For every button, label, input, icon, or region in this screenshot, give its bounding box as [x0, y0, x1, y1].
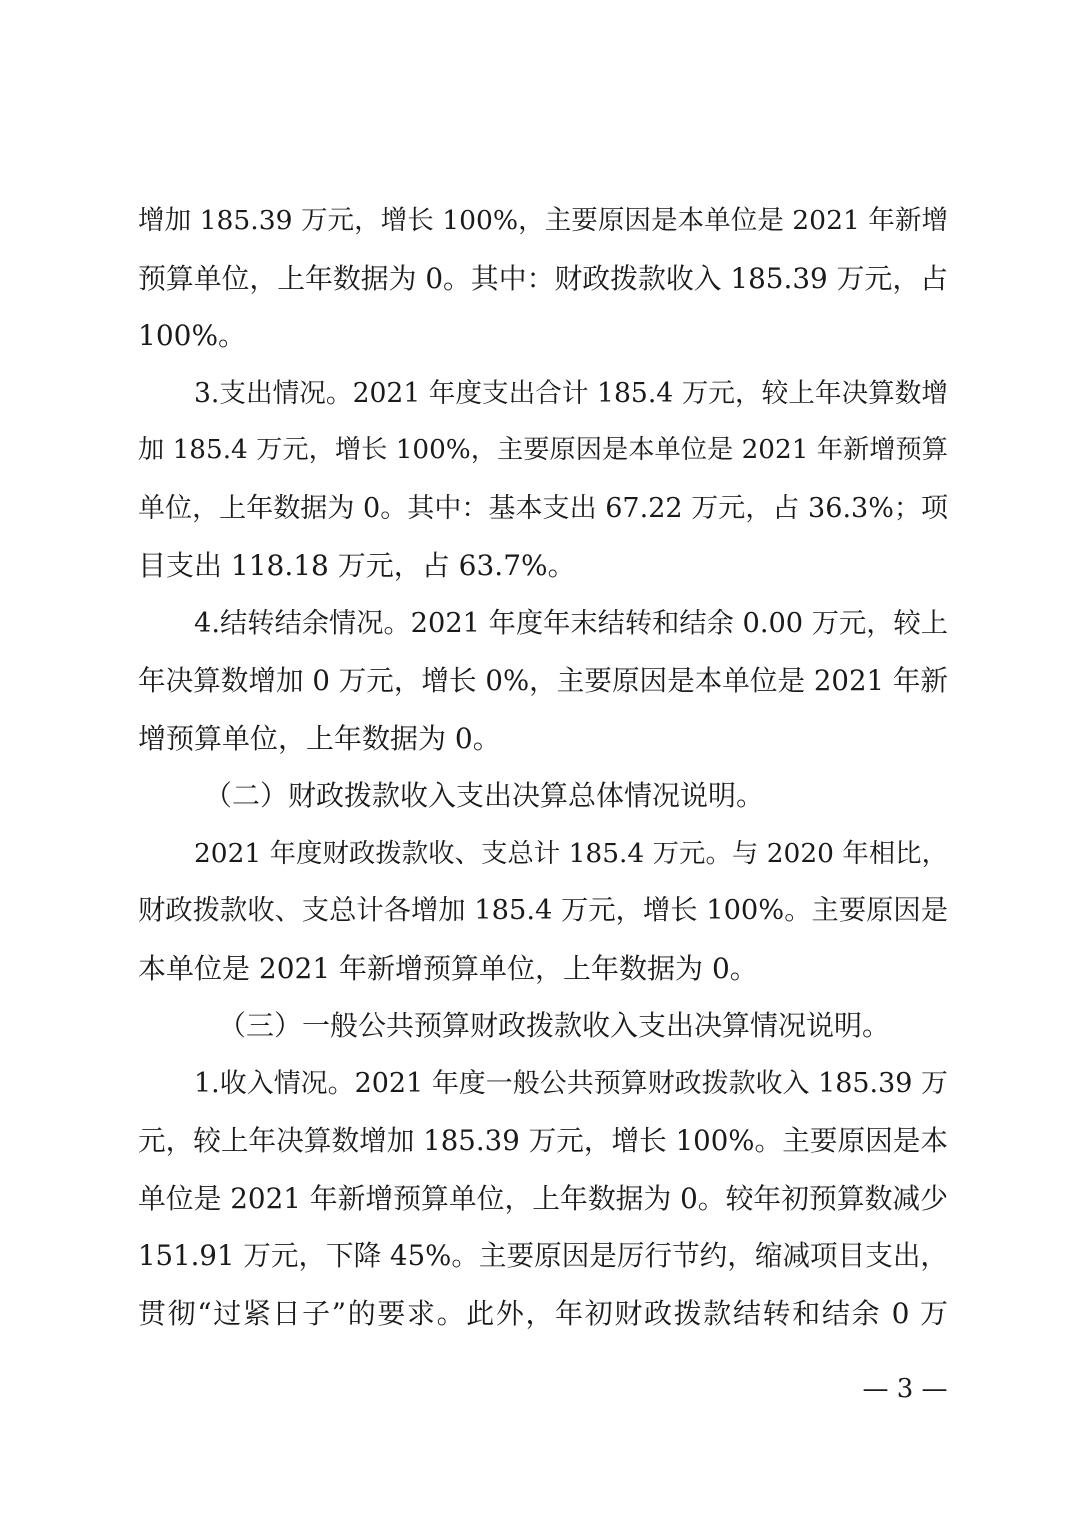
text-line-9: 年决算数增加 0 万元，增长 0%，主要原因是本单位是 2021 年新: [138, 664, 948, 697]
text-line-18: 单位是 2021 年新增预算单位，上年数据为 0。较年初预算数减少: [138, 1181, 948, 1215]
text-line-1: 增加 185.39 万元，增长 100%，主要原因是本单位是 2021 年新增: [138, 205, 948, 236]
text-line-7: 目支出 118.18 万元，占 63.7%。: [138, 549, 576, 582]
text-line-10: 增预算单位，上年数据为 0。: [138, 721, 501, 755]
text-line-17: 元，较上年决算数增加 185.39 万元，增长 100%。主要原因是本: [138, 1124, 948, 1157]
text-line-6: 单位，上年数据为 0。其中：基本支出 67.22 万元，占 36.3%；项: [138, 492, 948, 524]
document-body: [138, 192, 948, 1342]
text-line-20: 贯彻“过紧日子”的要求。此外，年初财政拨款结转和结余 0 万: [138, 1296, 948, 1330]
text-line-14: 本单位是 2021 年新增预算单位，上年数据为 0。: [138, 951, 758, 985]
section-heading-2: （二）财政拨款收入支出决算总体情况说明。: [204, 779, 765, 812]
text-line-19: 151.91 万元，下降 45%。主要原因是厉行节约，缩减项目支出，: [138, 1239, 948, 1272]
text-line-16: 1.收入情况。2021 年度一般公共预算财政拨款收入 185.39 万: [194, 1067, 948, 1099]
text-line-8: 4.结转结余情况。2021 年度年末结转和结余 0.00 万元，较上: [194, 607, 948, 639]
text-line-13: 财政拨款收、支总计各增加 185.4 万元，增长 100%。主要原因是: [138, 895, 948, 926]
text-line-5: 加 185.4 万元，增长 100%，主要原因是本单位是 2021 年新增预算: [138, 435, 948, 465]
text-line-3: 100%。: [138, 319, 247, 352]
text-line-4: 3.支出情况。2021 年度支出合计 185.4 万元，较上年决算数增: [194, 377, 948, 409]
section-heading-3: （三）一般公共预算财政拨款收入支出决算情况说明。: [218, 1009, 891, 1042]
text-line-2: 预算单位，上年数据为 0。其中：财政拨款收入 185.39 万元，占: [138, 261, 948, 295]
page-number: — 3 —: [862, 1374, 948, 1404]
text-line-12: 2021 年度财政拨款收、支总计 185.4 万元。与 2020 年相比，: [194, 837, 948, 869]
